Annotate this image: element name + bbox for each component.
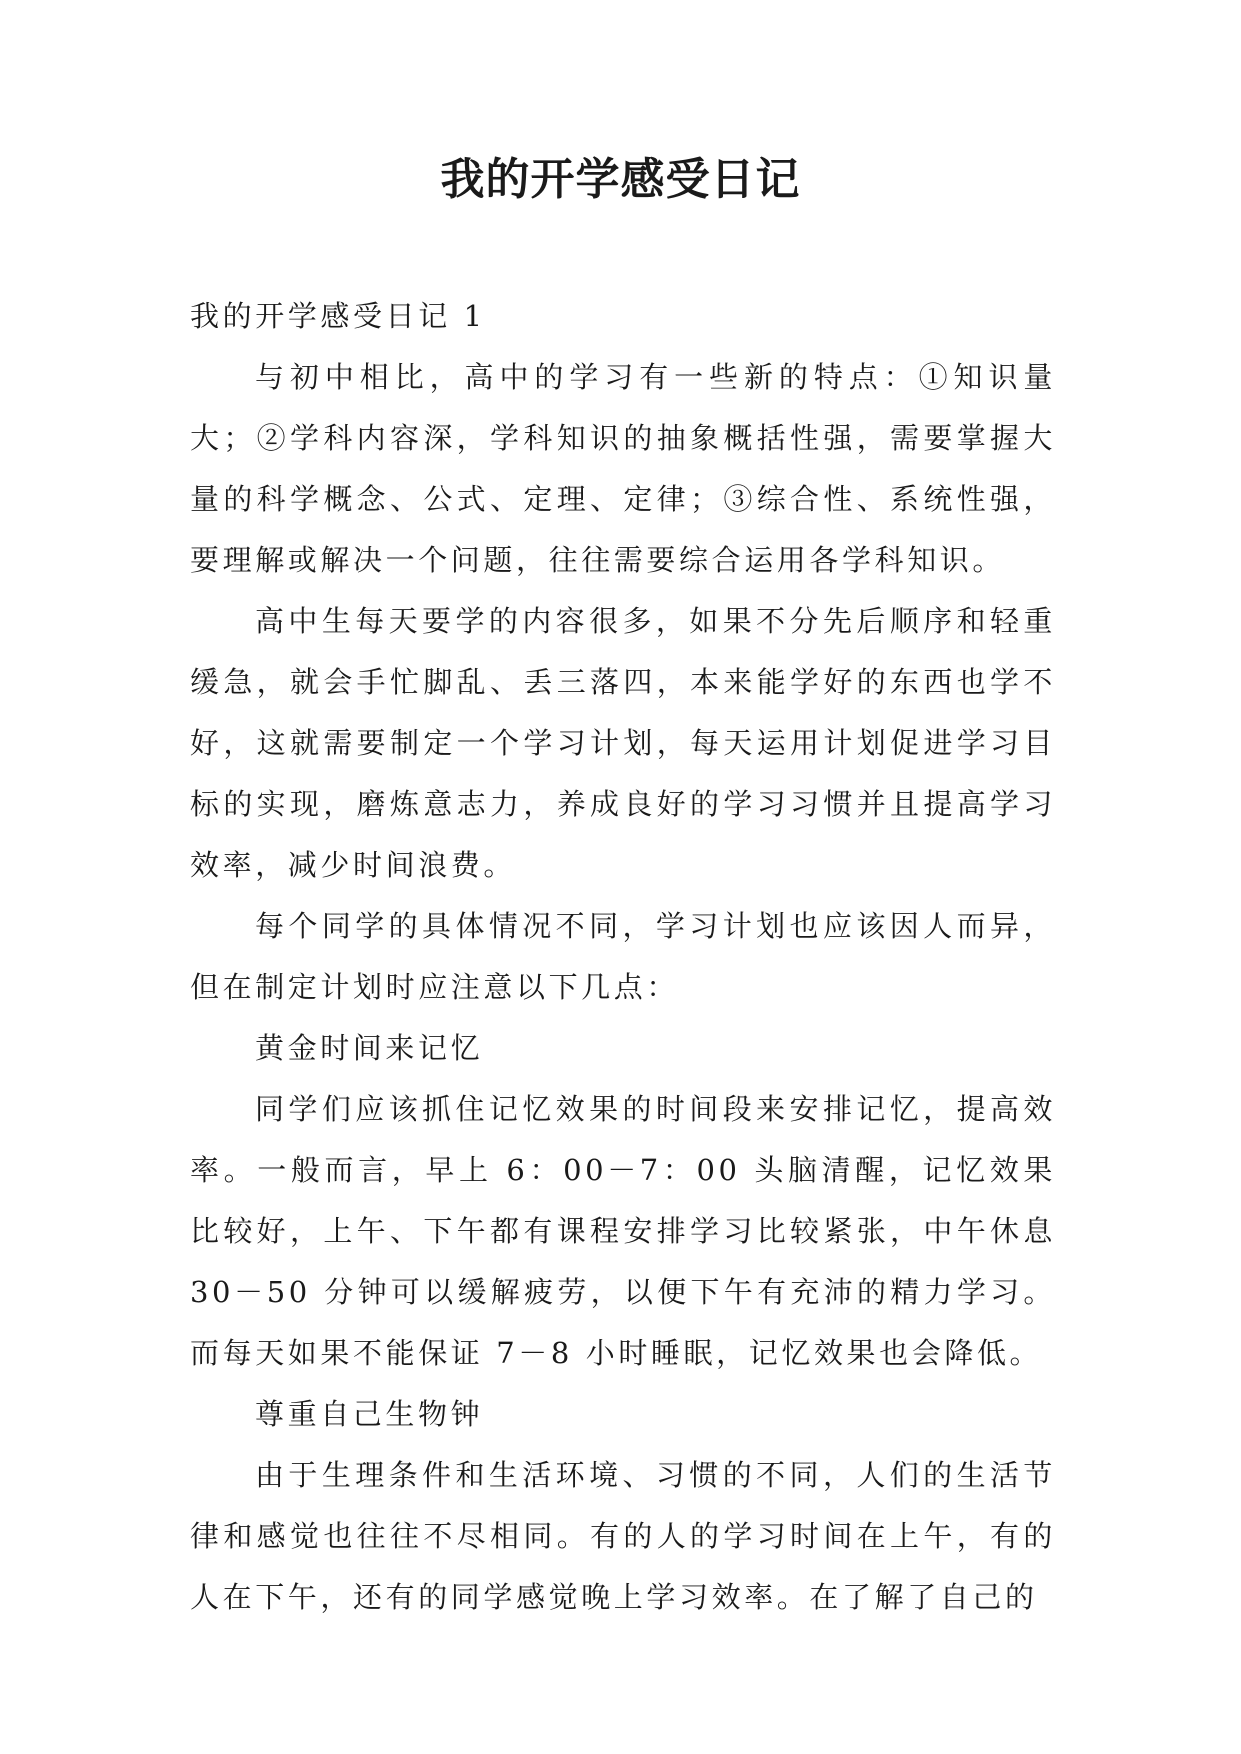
paragraph: 与初中相比，高中的学习有一些新的特点：①知识量大；②学科内容深，学科知识的抽象概括性强，需要掌握大量的科学概念、公式、定理、定律；③综合性、系统性强，要理解或解决一个问题，往往需要综合运用各学科知识。 (190, 360, 1056, 577)
paragraph: 每个同学的具体情况不同，学习计划也应该因人而异，但在制定计划时应注意以下几点： (190, 909, 1056, 1004)
document-body (190, 286, 1056, 1628)
subheading: 黄金时间来记忆 (255, 1031, 484, 1065)
paragraph: 由于生理条件和生活环境、习惯的不同，人们的生活节律和感觉也往往不尽相同。有的人的学习时间在上午，有的人在下午，还有的同学感觉晚上学习效率。在了解了自己的 (190, 1458, 1056, 1614)
paragraph: 高中生每天要学的内容很多，如果不分先后顺序和轻重缓急，就会手忙脚乱、丢三落四，本来能学好的东西也学不好，这就需要制定一个学习计划，每天运用计划促进学习目标的实现，磨炼意志力，养成良好的学习习惯并且提高学习效率，减少时间浪费。 (190, 604, 1056, 882)
section-heading: 我的开学感受日记 1 (190, 299, 486, 333)
subheading: 尊重自己生物钟 (255, 1397, 484, 1431)
document-title: 我的开学感受日记 (440, 154, 801, 205)
paragraph: 同学们应该抓住记忆效果的时间段来安排记忆，提高效率。一般而言，早上 6：00－7：00 头脑清醒，记忆效果比较好，上午、下午都有课程安排学习比较紧张，中午休息 30－50 分钟可以缓解疲劳，以便下午有充沛的精力学习。而每天如果不能保证 7－8 小时睡眠，记忆效果也会降低。 (190, 1092, 1056, 1370)
